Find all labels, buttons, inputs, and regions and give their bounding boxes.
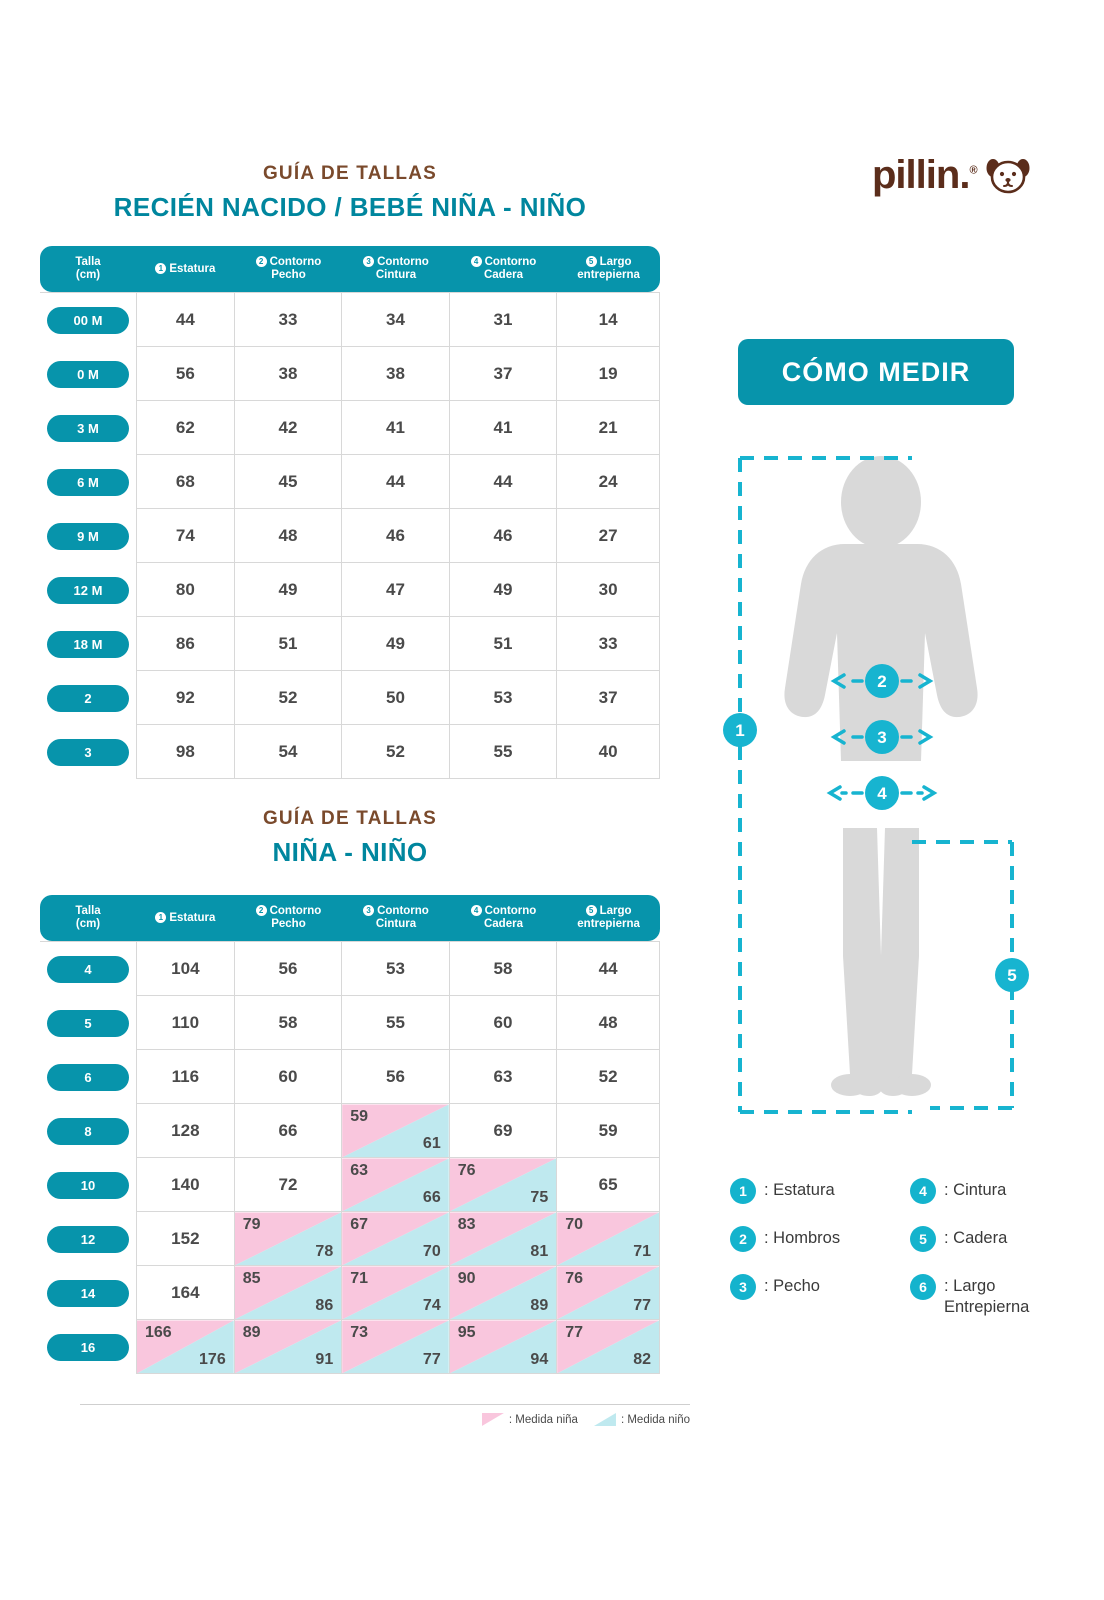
legend-entry-label: : Largo Entrepierna (944, 1277, 1030, 1316)
th2-cadera-line2: Cadera (483, 918, 523, 931)
body-figure-svg (716, 440, 1046, 1140)
girl-measure-value: 73 (350, 1324, 369, 1342)
size-pill: 6 M (47, 469, 129, 496)
th2-entrepierna-line1: Largo (599, 905, 632, 917)
girl-measure-value: 70 (565, 1216, 584, 1234)
legend-number-badge: 1 (730, 1178, 756, 1204)
measure-cell: 40 (557, 725, 660, 779)
size-cell (40, 401, 136, 455)
th-pecho-line2: Pecho (271, 269, 306, 282)
table2-body (40, 941, 660, 1374)
th-entrepierna-line1: Largo (599, 256, 632, 268)
th2-cintura-line1: Contorno (377, 905, 429, 917)
girl-measure-value: 90 (457, 1270, 476, 1288)
size-pill: 3 (47, 739, 129, 766)
table-row (40, 292, 660, 347)
measure-cell: 47 (342, 563, 450, 617)
table-row (40, 617, 660, 671)
svg-text:3: 3 (877, 728, 887, 747)
measure-cell: 58 (235, 996, 343, 1050)
boy-measure-value: 91 (315, 1351, 334, 1369)
measure-cell: 41 (342, 401, 450, 455)
th-cadera-line2: Cadera (483, 269, 523, 282)
measure-cell-split (136, 1320, 235, 1374)
measure-cell: 38 (235, 347, 343, 401)
boy-measure-value: 74 (422, 1297, 441, 1315)
measure-cell: 33 (557, 617, 660, 671)
measure-cell: 69 (450, 1104, 558, 1158)
legend-item-boy (594, 1413, 690, 1426)
measure-cell: 46 (450, 509, 558, 563)
measure-cell-split (450, 1158, 558, 1212)
size-cell (40, 617, 136, 671)
table1-body (40, 292, 660, 779)
puppy-logo-icon (985, 155, 1031, 195)
legend-number-badge: 4 (910, 1178, 936, 1204)
th-estatura-num: 1 (155, 263, 166, 274)
legend-entry-label: : Hombros (764, 1229, 841, 1247)
size-cell (40, 1158, 136, 1212)
measure-cell-split (235, 1212, 343, 1266)
measure-cell: 49 (235, 563, 343, 617)
legend-boy-label: : Medida niño (620, 1413, 690, 1426)
th2-cadera (450, 895, 558, 941)
th2-estatura (136, 895, 235, 941)
size-cell (40, 1104, 136, 1158)
section1-title: RECIÉN NACIDO / BEBÉ NIÑA - NIÑO (113, 192, 587, 222)
svg-text:4: 4 (877, 784, 887, 803)
boy-measure-value: 81 (530, 1243, 549, 1261)
boy-measure-value: 94 (530, 1351, 549, 1369)
size-pill: 9 M (47, 523, 129, 550)
boy-measure-value: 77 (633, 1297, 651, 1315)
measure-cell: 56 (342, 1050, 450, 1104)
measure-cell-split (557, 1266, 660, 1320)
measure-cell: 56 (235, 941, 343, 996)
size-cell (40, 1320, 136, 1374)
boy-measure-value: 66 (422, 1189, 441, 1207)
measure-cell: 51 (235, 617, 343, 671)
measure-cell: 21 (557, 401, 660, 455)
measure-cell: 55 (450, 725, 558, 779)
brand-wordmark (872, 155, 977, 195)
measure-cell: 60 (450, 996, 558, 1050)
table-row (40, 671, 660, 725)
size-pill: 5 (47, 1010, 129, 1037)
measure-cell: 152 (136, 1212, 235, 1266)
size-cell (40, 941, 136, 996)
table-row (40, 1104, 660, 1158)
brand-name: pillin (872, 153, 960, 197)
measure-cell: 53 (450, 671, 558, 725)
size-cell (40, 509, 136, 563)
measure-cell: 44 (557, 941, 660, 996)
size-cell (40, 1212, 136, 1266)
size-pill: 00 M (47, 307, 129, 334)
boy-measure-value: 75 (530, 1189, 549, 1207)
legend-number-badge: 6 (910, 1274, 936, 1300)
size-cell (40, 455, 136, 509)
girl-measure-value: 76 (457, 1162, 476, 1180)
table-row (40, 1320, 660, 1374)
measure-cell-split (557, 1320, 660, 1374)
th-cintura-line1: Contorno (377, 256, 429, 268)
blue-swatch-icon (594, 1413, 616, 1426)
measure-cell: 30 (557, 563, 660, 617)
size-pill: 12 (47, 1226, 129, 1253)
measure-cell: 38 (342, 347, 450, 401)
section1-eyebrow: GUÍA DE TALLAS (262, 163, 438, 184)
measure-cell: 92 (136, 671, 235, 725)
section2-title-block (40, 808, 660, 868)
svg-text:5: 5 (1007, 966, 1017, 985)
girl-measure-value: 79 (242, 1216, 261, 1234)
table-row (40, 347, 660, 401)
measure-cell: 42 (235, 401, 343, 455)
girl-measure-value: 71 (350, 1270, 369, 1288)
th2-pecho (235, 895, 343, 941)
size-cell (40, 725, 136, 779)
th-cintura-num: 3 (363, 256, 374, 267)
size-pill: 10 (47, 1172, 129, 1199)
measure-cell-split (342, 1104, 450, 1158)
table1-header-row (40, 246, 660, 292)
th-cintura-line2: Cintura (375, 269, 417, 282)
brand-dot: . (959, 153, 970, 197)
measure-cell: 37 (557, 671, 660, 725)
legend-item-girl (482, 1413, 578, 1426)
measure-cell: 27 (557, 509, 660, 563)
legend-number-badge: 2 (730, 1226, 756, 1252)
girl-measure-value: 76 (565, 1270, 584, 1288)
boy-measure-value: 78 (315, 1243, 334, 1261)
th2-size-line1: Talla (75, 905, 101, 917)
th-size-line2: (cm) (75, 269, 101, 282)
size-cell (40, 1050, 136, 1104)
size-pill: 12 M (47, 577, 129, 604)
boy-measure-value: 86 (315, 1297, 334, 1315)
table-row (40, 509, 660, 563)
th2-cadera-line1: Contorno (484, 905, 537, 917)
brand-logo (872, 148, 1072, 202)
measure-cell: 44 (450, 455, 558, 509)
measure-cell: 68 (136, 455, 235, 509)
measure-cell: 52 (557, 1050, 660, 1104)
th2-size-line2: (cm) (75, 918, 101, 931)
size-pill: 14 (47, 1280, 129, 1307)
th2-pecho-line1: Contorno (269, 905, 322, 917)
svg-text:2: 2 (877, 672, 887, 691)
girl-measure-value: 63 (350, 1162, 369, 1180)
measure-cell: 48 (235, 509, 343, 563)
legend-number-badge: 5 (910, 1226, 936, 1252)
measure-cell: 54 (235, 725, 343, 779)
section2-eyebrow: GUÍA DE TALLAS (262, 808, 438, 829)
th2-cadera-num: 4 (471, 905, 482, 916)
measure-cell-split (450, 1266, 558, 1320)
th2-entrepierna-num: 5 (586, 905, 597, 916)
section1-title-block (40, 163, 660, 223)
measure-cell-split (342, 1212, 450, 1266)
boy-measure-value: 61 (422, 1135, 441, 1153)
measure-cell: 37 (450, 347, 558, 401)
measure-cell: 128 (136, 1104, 235, 1158)
girl-measure-value: 59 (350, 1108, 369, 1126)
measure-cell: 80 (136, 563, 235, 617)
th2-size (40, 895, 136, 941)
table-row (40, 401, 660, 455)
size-cell (40, 1266, 136, 1320)
legend-entry-label: : Cintura (944, 1181, 1007, 1199)
boy-measure-value: 70 (422, 1243, 441, 1261)
measurement-figure (716, 440, 1046, 1140)
measure-cell: 140 (136, 1158, 235, 1212)
how-to-measure-title: CÓMO MEDIR (781, 356, 971, 387)
measure-cell: 52 (235, 671, 343, 725)
table-row (40, 563, 660, 617)
legend-girl-label: : Medida niña (508, 1413, 578, 1426)
size-pill: 18 M (47, 631, 129, 658)
size-pill: 4 (47, 956, 129, 983)
measure-cell: 56 (136, 347, 235, 401)
measure-cell: 14 (557, 292, 660, 347)
measure-cell: 34 (342, 292, 450, 347)
table2-header (40, 895, 660, 941)
th2-pecho-num: 2 (256, 905, 267, 916)
measure-cell: 98 (136, 725, 235, 779)
how-to-measure-banner (738, 339, 1014, 405)
table-row (40, 455, 660, 509)
measure-cell: 53 (342, 941, 450, 996)
legend-entry-5 (910, 1226, 1080, 1252)
section2-title: NIÑA - NIÑO (272, 837, 428, 867)
measure-cell: 60 (235, 1050, 343, 1104)
girl-measure-value: 83 (457, 1216, 476, 1234)
table-row (40, 996, 660, 1050)
size-cell (40, 671, 136, 725)
measure-cell-split (450, 1320, 558, 1374)
legend-entry-6 (910, 1274, 1080, 1317)
measure-cell: 65 (557, 1158, 660, 1212)
size-cell (40, 563, 136, 617)
measure-cell: 59 (557, 1104, 660, 1158)
boy-measure-value: 89 (530, 1297, 549, 1315)
girl-measure-value: 85 (242, 1270, 261, 1288)
boy-measure-value: 71 (633, 1243, 651, 1261)
girl-measure-value: 67 (350, 1216, 369, 1234)
size-table-kids (40, 895, 660, 1374)
measure-cell: 63 (450, 1050, 558, 1104)
th2-entrepierna-line2: entrepierna (577, 918, 640, 931)
svg-text:1: 1 (735, 721, 745, 740)
table1-header (40, 246, 660, 292)
th-cadera (450, 246, 558, 292)
measure-cell: 66 (235, 1104, 343, 1158)
th2-estatura-num: 1 (155, 912, 166, 923)
measure-cell: 44 (342, 455, 450, 509)
measure-cell: 49 (342, 617, 450, 671)
th-estatura-line1: Estatura (169, 262, 216, 275)
table-row (40, 1158, 660, 1212)
measure-cell: 48 (557, 996, 660, 1050)
legend-entry-label: : Cadera (944, 1229, 1008, 1247)
measurement-legend-list (730, 1178, 1080, 1317)
measure-cell-split (557, 1212, 660, 1266)
measure-cell: 50 (342, 671, 450, 725)
measure-cell: 46 (342, 509, 450, 563)
measure-cell: 58 (450, 941, 558, 996)
th2-entrepierna (557, 895, 660, 941)
measure-cell: 45 (235, 455, 343, 509)
boy-measure-value: 77 (422, 1351, 441, 1369)
pink-swatch-icon (482, 1413, 504, 1426)
th-estatura (136, 246, 235, 292)
measure-cell: 74 (136, 509, 235, 563)
size-table-newborn (40, 246, 660, 779)
size-pill: 2 (47, 685, 129, 712)
table-row (40, 725, 660, 779)
th-cadera-num: 4 (471, 256, 482, 267)
measure-cell: 116 (136, 1050, 235, 1104)
measure-cell: 44 (136, 292, 235, 347)
measure-cell-split (342, 1158, 450, 1212)
measure-color-legend (80, 1404, 690, 1426)
measure-cell-split (450, 1212, 558, 1266)
brand-registered: ® (969, 164, 977, 177)
legend-entry-4 (910, 1178, 1080, 1204)
measure-cell: 55 (342, 996, 450, 1050)
th-pecho-num: 2 (256, 256, 267, 267)
legend-entry-1 (730, 1178, 900, 1204)
size-cell (40, 347, 136, 401)
table-row (40, 941, 660, 996)
girl-measure-value: 77 (565, 1324, 584, 1342)
th-pecho-line1: Contorno (269, 256, 322, 268)
measure-cell: 19 (557, 347, 660, 401)
measure-cell-split (235, 1266, 343, 1320)
size-pill: 6 (47, 1064, 129, 1091)
size-cell (40, 996, 136, 1050)
table2-header-row (40, 895, 660, 941)
measure-cell: 62 (136, 401, 235, 455)
measure-cell: 52 (342, 725, 450, 779)
legend-entry-2 (730, 1226, 900, 1252)
th-pecho (235, 246, 343, 292)
boy-measure-value: 176 (199, 1351, 226, 1369)
girl-measure-value: 166 (145, 1324, 172, 1342)
boy-measure-value: 82 (633, 1351, 651, 1369)
th-cadera-line1: Contorno (484, 256, 537, 268)
size-cell (40, 292, 136, 347)
measure-cell: 51 (450, 617, 558, 671)
size-pill: 16 (47, 1334, 129, 1361)
legend-entry-3 (730, 1274, 900, 1317)
measure-cell-split (342, 1266, 450, 1320)
measure-cell-split (235, 1320, 343, 1374)
measure-cell: 24 (557, 455, 660, 509)
th2-cintura-num: 3 (363, 905, 374, 916)
th2-cintura-line2: Cintura (375, 918, 417, 931)
measure-cell: 31 (450, 292, 558, 347)
measure-cell-split (342, 1320, 450, 1374)
th-entrepierna-num: 5 (586, 256, 597, 267)
body-silhouette-icon (784, 456, 977, 1096)
size-pill: 3 M (47, 415, 129, 442)
girl-measure-value: 89 (242, 1324, 261, 1342)
measure-cell: 110 (136, 996, 235, 1050)
measure-cell: 49 (450, 563, 558, 617)
th-cintura (342, 246, 450, 292)
table-row (40, 1050, 660, 1104)
measure-cell: 41 (450, 401, 558, 455)
legend-number-badge: 3 (730, 1274, 756, 1300)
measure-cell: 86 (136, 617, 235, 671)
measure-cell: 164 (136, 1266, 235, 1320)
girl-measure-value: 95 (457, 1324, 476, 1342)
measure-cell: 33 (235, 292, 343, 347)
th2-cintura (342, 895, 450, 941)
th-size (40, 246, 136, 292)
th2-pecho-line2: Pecho (271, 918, 306, 931)
table-row (40, 1212, 660, 1266)
th-entrepierna-line2: entrepierna (577, 269, 640, 282)
measure-cell: 72 (235, 1158, 343, 1212)
legend-entry-label: : Pecho (764, 1277, 820, 1295)
measure-cell: 104 (136, 941, 235, 996)
th2-estatura-line1: Estatura (169, 911, 216, 924)
legend-entry-label: : Estatura (764, 1181, 835, 1199)
table-row (40, 1266, 660, 1320)
th-entrepierna (557, 246, 660, 292)
size-pill: 8 (47, 1118, 129, 1145)
th-size-line1: Talla (75, 256, 101, 268)
size-pill: 0 M (47, 361, 129, 388)
